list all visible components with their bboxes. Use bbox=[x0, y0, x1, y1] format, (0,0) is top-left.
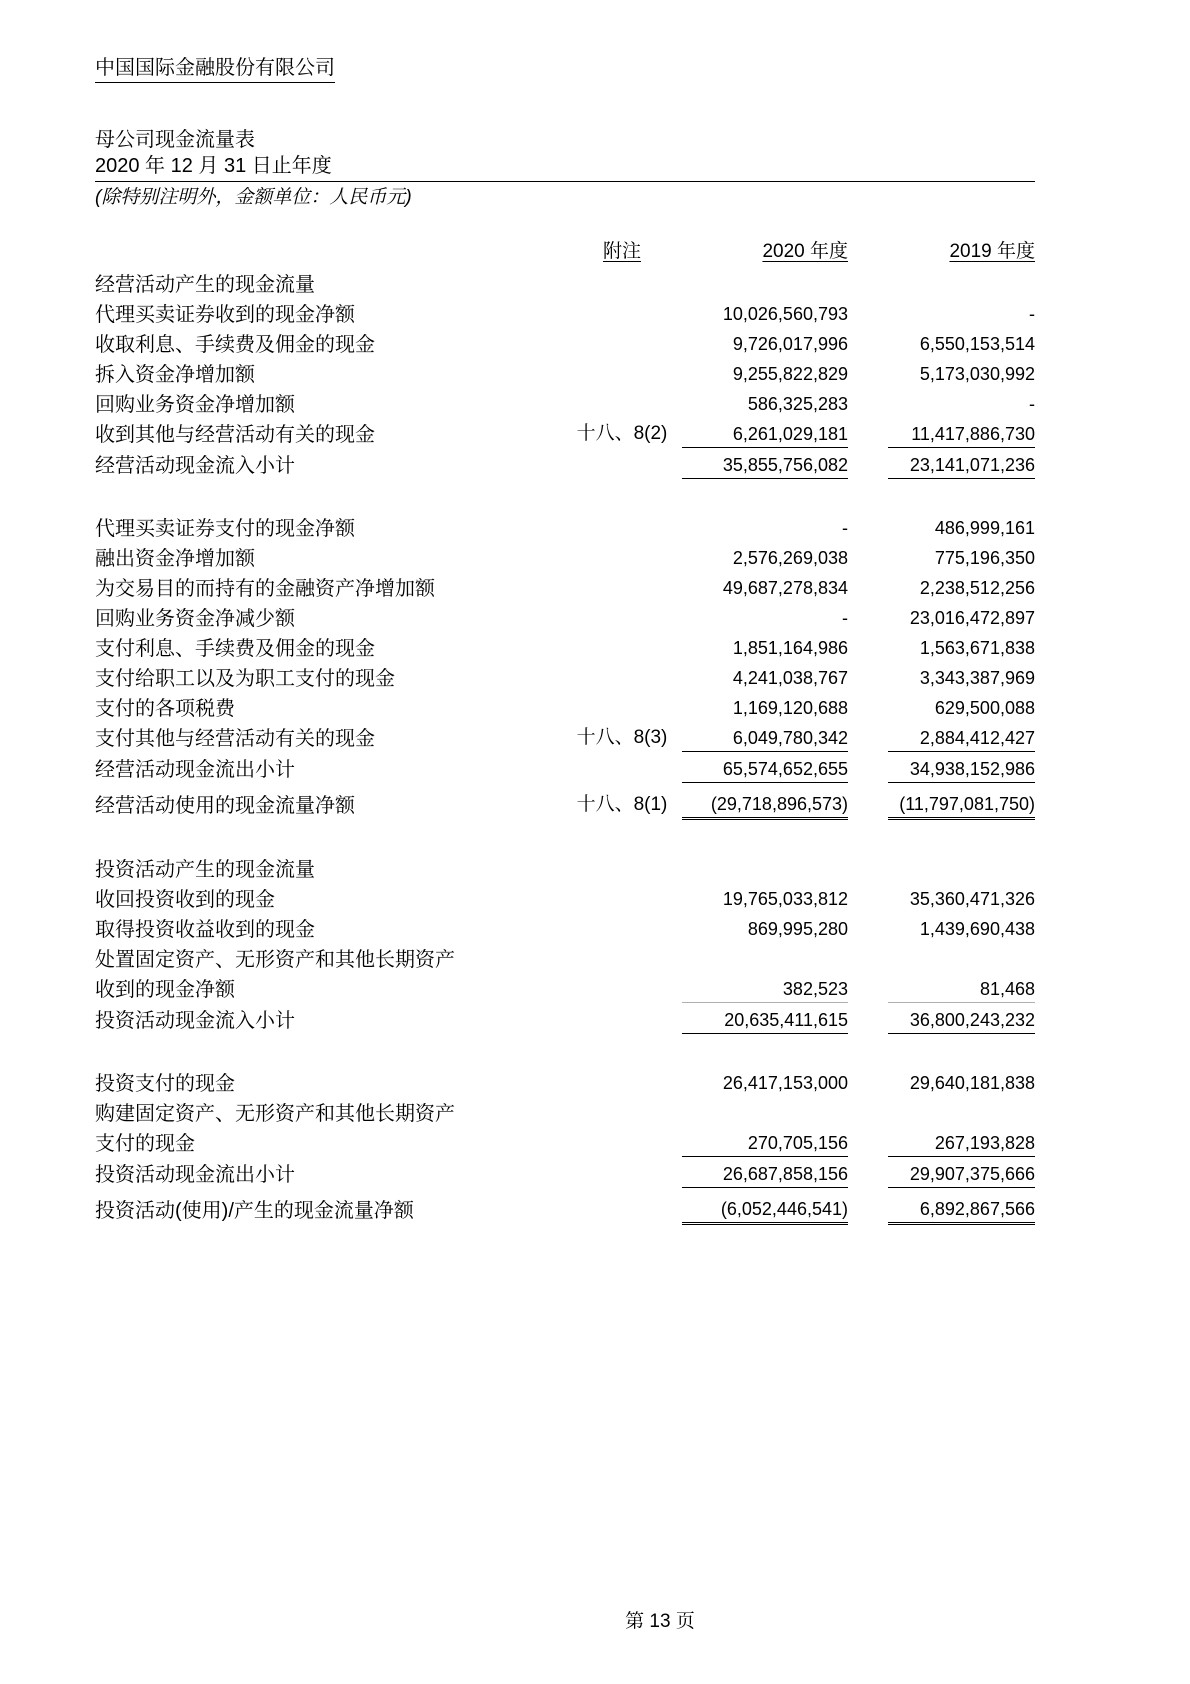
row-note bbox=[562, 541, 682, 571]
table-row bbox=[95, 751, 1035, 782]
row-note: 十八、8(1) bbox=[576, 794, 668, 816]
statement-title: 母公司现金流量表 bbox=[95, 129, 255, 151]
row-note bbox=[562, 1002, 682, 1033]
value-2019: 5,173,030,992 bbox=[919, 364, 1035, 384]
row-label: 收取利息、手续费及佣金的现金 bbox=[95, 333, 375, 356]
value-2020: 35,855,756,082 bbox=[682, 447, 848, 478]
value-2019: 23,016,472,897 bbox=[909, 608, 1035, 628]
column-gap bbox=[848, 912, 888, 942]
row-note bbox=[562, 972, 682, 1003]
value-2020 bbox=[682, 478, 848, 511]
table-row bbox=[95, 1096, 1035, 1126]
column-gap bbox=[848, 571, 888, 601]
column-header-note-text: 附注 bbox=[602, 240, 641, 262]
row-label: 支付其他与经营活动有关的现金 bbox=[95, 728, 375, 751]
column-gap bbox=[848, 1096, 888, 1126]
table-row bbox=[95, 631, 1035, 661]
row-label: 投资活动现金流入小计 bbox=[95, 1010, 295, 1033]
value-2020: 9,726,017,996 bbox=[732, 334, 848, 354]
table-row bbox=[95, 942, 1035, 972]
column-header-2020 bbox=[682, 233, 848, 263]
row-label: 融出资金净增加额 bbox=[95, 547, 255, 570]
row-note bbox=[562, 297, 682, 327]
table-row bbox=[95, 327, 1035, 357]
value-2019: 1,439,690,438 bbox=[919, 919, 1035, 939]
value-2020: - bbox=[842, 518, 848, 538]
row-note bbox=[562, 1187, 682, 1223]
table-row bbox=[95, 447, 1035, 478]
row-note bbox=[562, 912, 682, 942]
value-2019: - bbox=[1029, 394, 1035, 414]
value-2019: 23,141,071,236 bbox=[888, 447, 1035, 478]
column-gap bbox=[848, 751, 888, 782]
column-gap bbox=[848, 601, 888, 631]
row-note bbox=[562, 327, 682, 357]
row-note bbox=[562, 1033, 682, 1066]
table-row bbox=[95, 691, 1035, 721]
value-2019: 81,468 bbox=[888, 972, 1035, 1003]
value-2019: (11,797,081,750) bbox=[888, 782, 1035, 818]
row-note bbox=[562, 357, 682, 387]
value-2019 bbox=[888, 942, 1035, 972]
row-label: 回购业务资金净减少额 bbox=[95, 607, 295, 630]
table-row bbox=[95, 511, 1035, 541]
column-gap bbox=[848, 661, 888, 691]
row-label: 投资活动(使用)/产生的现金流量净额 bbox=[95, 1200, 414, 1223]
row-label: 投资支付的现金 bbox=[95, 1072, 235, 1095]
table-row bbox=[95, 1187, 1035, 1223]
document-page bbox=[95, 0, 1035, 1632]
row-label: 经营活动产生的现金流量 bbox=[95, 273, 315, 296]
column-gap bbox=[848, 1156, 888, 1187]
column-gap bbox=[848, 1033, 888, 1066]
row-note bbox=[562, 691, 682, 721]
value-2020 bbox=[682, 852, 848, 882]
table-row bbox=[95, 541, 1035, 571]
value-2019: 629,500,088 bbox=[934, 698, 1035, 718]
column-gap bbox=[848, 942, 888, 972]
row-note bbox=[562, 942, 682, 972]
value-2020: 270,705,156 bbox=[682, 1126, 848, 1157]
table-row bbox=[95, 1066, 1035, 1096]
value-2019: 2,238,512,256 bbox=[919, 578, 1035, 598]
table-row bbox=[95, 601, 1035, 631]
row-note bbox=[562, 631, 682, 661]
column-header-label bbox=[95, 233, 562, 263]
column-gap bbox=[848, 541, 888, 571]
row-note bbox=[562, 571, 682, 601]
value-2019 bbox=[888, 1096, 1035, 1126]
row-label: 投资活动产生的现金流量 bbox=[95, 858, 315, 881]
value-2020: (29,718,896,573) bbox=[682, 782, 848, 818]
value-2019: 36,800,243,232 bbox=[888, 1002, 1035, 1033]
value-2020: 1,851,164,986 bbox=[732, 638, 848, 658]
row-note bbox=[562, 818, 682, 852]
value-2019: 35,360,471,326 bbox=[909, 889, 1035, 909]
row-label: 代理买卖证券收到的现金净额 bbox=[95, 303, 355, 326]
table-row bbox=[95, 782, 1035, 818]
spacer-row bbox=[95, 1033, 1035, 1066]
column-gap bbox=[848, 631, 888, 661]
value-2019 bbox=[888, 852, 1035, 882]
column-header-2019-text: 2019 年度 bbox=[949, 240, 1035, 262]
column-gap bbox=[848, 233, 888, 263]
value-2019: 6,550,153,514 bbox=[919, 334, 1035, 354]
value-2019: 2,884,412,427 bbox=[888, 721, 1035, 752]
column-gap bbox=[848, 297, 888, 327]
row-label: 收回投资收到的现金 bbox=[95, 888, 275, 911]
value-2019: 775,196,350 bbox=[934, 548, 1035, 568]
cash-flow-table bbox=[95, 233, 1035, 1225]
row-label: 购建固定资产、无形资产和其他长期资产 bbox=[95, 1102, 455, 1125]
value-2020: 19,765,033,812 bbox=[722, 889, 848, 909]
row-label: 投资活动现金流出小计 bbox=[95, 1164, 295, 1187]
column-gap bbox=[848, 263, 888, 297]
table-row bbox=[95, 972, 1035, 1003]
row-label: 代理买卖证券支付的现金净额 bbox=[95, 517, 355, 540]
value-2020: 6,049,780,342 bbox=[682, 721, 848, 752]
currency-unit-note: (除特别注明外，金额单位：人民币元) bbox=[95, 187, 412, 208]
table-row bbox=[95, 912, 1035, 942]
value-2019 bbox=[888, 478, 1035, 511]
row-note bbox=[562, 511, 682, 541]
value-2019: 34,938,152,986 bbox=[888, 751, 1035, 782]
value-2020: 26,687,858,156 bbox=[682, 1156, 848, 1187]
column-gap bbox=[848, 691, 888, 721]
company-name: 中国国际金融股份有限公司 bbox=[95, 56, 335, 83]
row-label: 支付给职工以及为职工支付的现金 bbox=[95, 667, 395, 690]
value-2020: 1,169,120,688 bbox=[732, 698, 848, 718]
column-gap bbox=[848, 721, 888, 752]
row-label bbox=[95, 478, 562, 511]
value-2020: 49,687,278,834 bbox=[722, 578, 848, 598]
value-2020 bbox=[682, 942, 848, 972]
row-note bbox=[562, 1066, 682, 1096]
row-note bbox=[562, 852, 682, 882]
value-2019: 11,417,886,730 bbox=[888, 417, 1035, 448]
table-row bbox=[95, 357, 1035, 387]
value-2020 bbox=[682, 263, 848, 297]
value-2019 bbox=[888, 1033, 1035, 1066]
value-2020: 65,574,652,655 bbox=[682, 751, 848, 782]
column-gap bbox=[848, 511, 888, 541]
value-2019: 1,563,671,838 bbox=[919, 638, 1035, 658]
value-2020: 4,241,038,767 bbox=[732, 668, 848, 688]
row-note bbox=[562, 387, 682, 417]
column-gap bbox=[848, 972, 888, 1003]
row-note: 十八、8(3) bbox=[576, 727, 668, 749]
row-label: 支付的各项税费 bbox=[95, 697, 235, 720]
value-2019: 3,343,387,969 bbox=[919, 668, 1035, 688]
row-label: 收到的现金净额 bbox=[95, 979, 235, 1002]
table-header-row bbox=[95, 233, 1035, 263]
table-row bbox=[95, 882, 1035, 912]
row-note bbox=[562, 661, 682, 691]
row-label: 为交易目的而持有的金融资产净增加额 bbox=[95, 577, 435, 600]
row-label: 支付的现金 bbox=[95, 1133, 195, 1156]
row-label: 回购业务资金净增加额 bbox=[95, 393, 295, 416]
value-2020 bbox=[682, 1096, 848, 1126]
row-label: 拆入资金净增加额 bbox=[95, 363, 255, 386]
row-note bbox=[562, 478, 682, 511]
value-2020: 6,261,029,181 bbox=[682, 417, 848, 448]
table-row bbox=[95, 1002, 1035, 1033]
spacer-row bbox=[95, 478, 1035, 511]
row-note bbox=[562, 882, 682, 912]
row-note bbox=[562, 447, 682, 478]
row-note bbox=[562, 263, 682, 297]
value-2019: 486,999,161 bbox=[934, 518, 1035, 538]
column-header-2019 bbox=[888, 233, 1035, 263]
value-2019: 29,640,181,838 bbox=[909, 1073, 1035, 1093]
row-note bbox=[562, 1126, 682, 1157]
row-note bbox=[562, 1096, 682, 1126]
value-2020: 869,995,280 bbox=[747, 919, 848, 939]
table-row bbox=[95, 387, 1035, 417]
row-label: 经营活动使用的现金流量净额 bbox=[95, 795, 355, 818]
column-header-2020-text: 2020 年度 bbox=[762, 240, 848, 262]
row-note bbox=[562, 751, 682, 782]
table-row bbox=[95, 1126, 1035, 1157]
value-2020: 10,026,560,793 bbox=[722, 304, 848, 324]
table-row bbox=[95, 417, 1035, 448]
column-gap bbox=[848, 1126, 888, 1157]
row-label: 经营活动现金流出小计 bbox=[95, 759, 295, 782]
column-gap bbox=[848, 357, 888, 387]
value-2020: 26,417,153,000 bbox=[722, 1073, 848, 1093]
value-2020: 382,523 bbox=[682, 972, 848, 1003]
value-2020 bbox=[682, 1033, 848, 1066]
row-note: 十八、8(2) bbox=[576, 423, 668, 445]
value-2019: 267,193,828 bbox=[888, 1126, 1035, 1157]
table-row bbox=[95, 852, 1035, 882]
column-gap bbox=[848, 882, 888, 912]
table-row bbox=[95, 571, 1035, 601]
column-gap bbox=[848, 387, 888, 417]
value-2019: - bbox=[1029, 304, 1035, 324]
row-label bbox=[95, 818, 562, 852]
value-2020: 20,635,411,615 bbox=[682, 1002, 848, 1033]
value-2020: (6,052,446,541) bbox=[682, 1187, 848, 1223]
row-label: 处置固定资产、无形资产和其他长期资产 bbox=[95, 948, 455, 971]
column-gap bbox=[848, 478, 888, 511]
value-2020 bbox=[682, 818, 848, 852]
table-row bbox=[95, 263, 1035, 297]
column-header-note bbox=[562, 233, 682, 263]
column-gap bbox=[848, 1066, 888, 1096]
column-gap bbox=[848, 782, 888, 818]
row-note bbox=[562, 1156, 682, 1187]
table-row bbox=[95, 1156, 1035, 1187]
column-gap bbox=[848, 852, 888, 882]
row-label: 取得投资收益收到的现金 bbox=[95, 918, 315, 941]
column-gap bbox=[848, 417, 888, 448]
column-gap bbox=[848, 818, 888, 852]
value-2019 bbox=[888, 263, 1035, 297]
value-2020: - bbox=[842, 608, 848, 628]
column-gap bbox=[848, 327, 888, 357]
value-2019: 29,907,375,666 bbox=[888, 1156, 1035, 1187]
column-gap bbox=[848, 1187, 888, 1223]
page-number: 第 13 页 bbox=[625, 1611, 695, 1632]
value-2020: 2,576,269,038 bbox=[732, 548, 848, 568]
row-label: 经营活动现金流入小计 bbox=[95, 455, 295, 478]
table-row bbox=[95, 661, 1035, 691]
row-label bbox=[95, 1033, 562, 1066]
value-2020: 9,255,822,829 bbox=[732, 364, 848, 384]
value-2020: 586,325,283 bbox=[747, 394, 848, 414]
table-row bbox=[95, 297, 1035, 327]
value-2019 bbox=[888, 818, 1035, 852]
table-row bbox=[95, 721, 1035, 752]
row-label: 收到其他与经营活动有关的现金 bbox=[95, 424, 375, 447]
statement-period: 2020 年 12 月 31 日止年度 bbox=[95, 153, 1035, 182]
row-note bbox=[562, 601, 682, 631]
column-gap bbox=[848, 447, 888, 478]
spacer-row bbox=[95, 818, 1035, 852]
row-label: 支付利息、手续费及佣金的现金 bbox=[95, 637, 375, 660]
value-2019: 6,892,867,566 bbox=[888, 1187, 1035, 1223]
column-gap bbox=[848, 1002, 888, 1033]
